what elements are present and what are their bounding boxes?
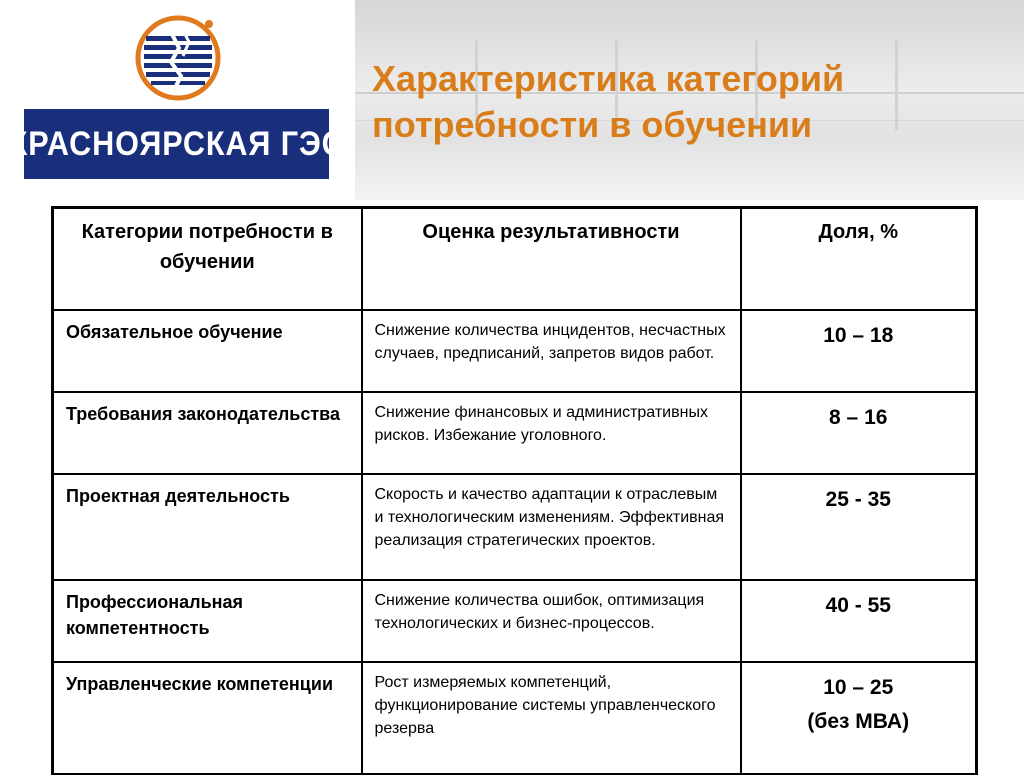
row-category: Управленческие компетенции <box>53 662 362 774</box>
share-value: 10 – 18 <box>823 323 894 347</box>
share-value: 25 - 35 <box>825 487 891 511</box>
row-evaluation: Снижение количества инцидентов, несчастных случаев, предписаний, запретов видов работ. <box>362 310 741 392</box>
share-value: 10 – 25 <box>823 675 894 699</box>
page-title <box>372 56 972 148</box>
table-row <box>53 310 977 392</box>
logo-bar <box>8 109 345 179</box>
row-category: Проектная деятельность <box>53 474 362 580</box>
header-category: Категории потребности в обучении <box>53 208 362 310</box>
row-evaluation: Снижение количества ошибок, оптимизация технологических и бизнес-процессов. <box>362 580 741 662</box>
table-row <box>53 474 977 580</box>
row-share <box>741 474 977 580</box>
row-evaluation: Снижение финансовых и административных рисков. Избежание уголовного. <box>362 392 741 474</box>
row-share <box>741 392 977 474</box>
table-header-row <box>53 208 977 310</box>
hydro-plant-emblem-icon <box>133 12 223 102</box>
row-share <box>741 580 977 662</box>
row-category: Обязательное обучение <box>53 310 362 392</box>
row-share <box>741 310 977 392</box>
logo-text: КРАСНОЯРСКАЯ ГЭС <box>8 124 345 163</box>
share-value: 40 - 55 <box>825 593 891 617</box>
table-row <box>53 662 977 774</box>
header-evaluation: Оценка результативности <box>362 208 741 310</box>
header-share: Доля, % <box>741 208 977 310</box>
row-share <box>741 662 977 774</box>
row-evaluation: Рост измеряемых компетенций, функционирование системы управленческого резерва <box>362 662 741 774</box>
share-note: (без МВА) <box>807 709 910 733</box>
table-row <box>53 392 977 474</box>
row-category: Профессиональная компетентность <box>53 580 362 662</box>
title-line-2: потребности в обучении <box>372 104 813 145</box>
row-category: Требования законодательства <box>53 392 362 474</box>
row-evaluation: Скорость и качество адаптации к отраслевым и технологическим изменениям. Эффективная реализация стратегических проектов. <box>362 474 741 580</box>
categories-table <box>51 206 978 775</box>
table-row <box>53 580 977 662</box>
share-value: 8 – 16 <box>829 405 888 429</box>
title-line-1: Характеристика категорий <box>372 58 845 99</box>
